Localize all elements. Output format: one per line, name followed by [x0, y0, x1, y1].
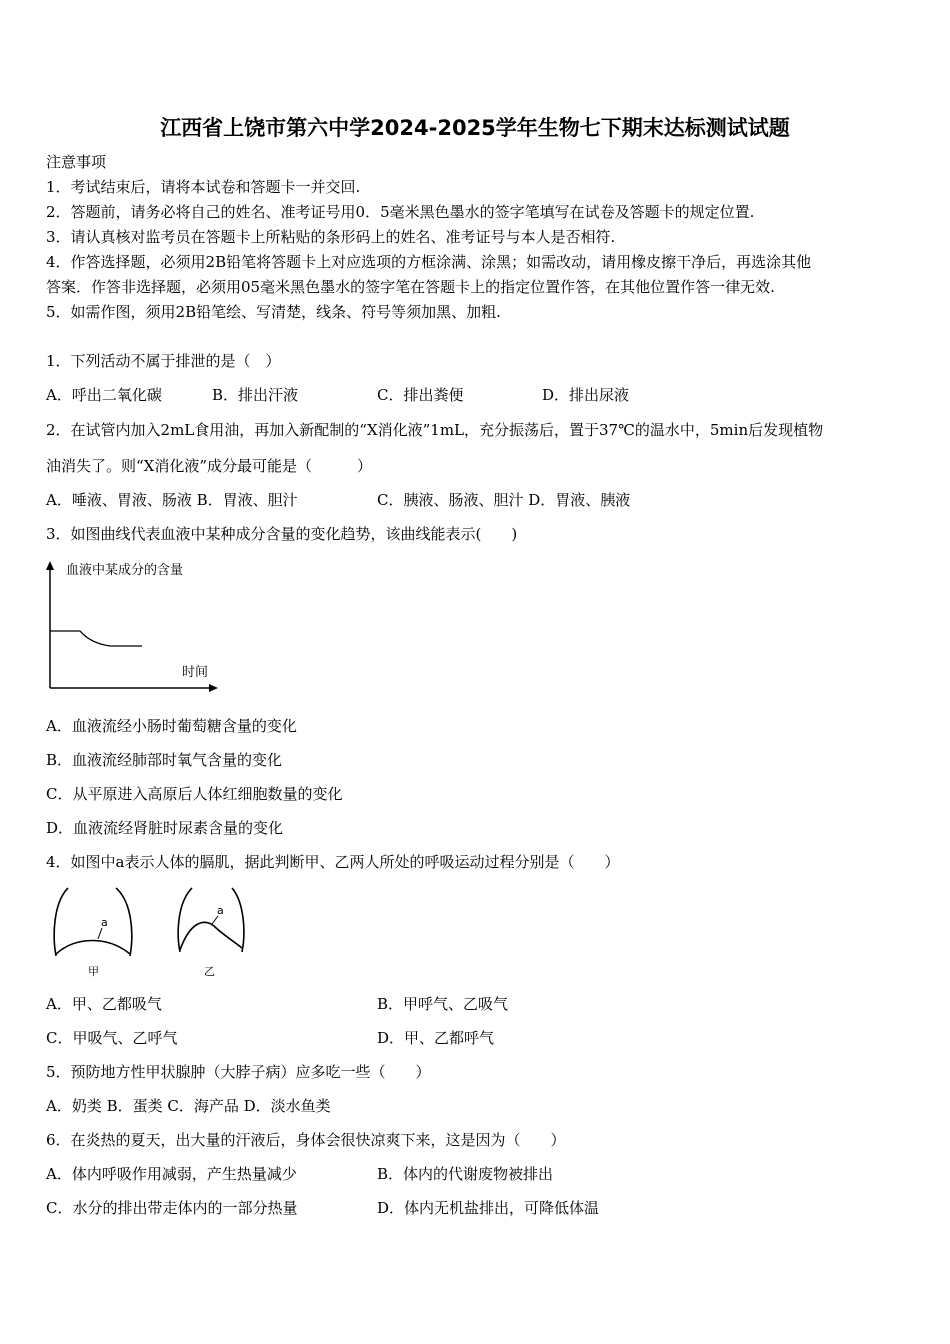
q2-options-ab: A．唾液、胃液、肠液 B．胃液、胆汁: [46, 491, 298, 509]
jia-chest-left: [54, 888, 68, 956]
q3-curve-figure: [40, 558, 230, 694]
q2-stem-line1: 2．在试管内加入2mL食用油，再加入新配制的“X消化液”1mL，充分振荡后，置于37℃的温水中，5min后发现植物: [46, 421, 824, 439]
notice-heading: 注意事项: [46, 153, 107, 171]
notice-item: 5．如需作图，须用2B铅笔绘、写清楚，线条、符号等须加黑、加粗.: [46, 303, 501, 321]
q3-curve: [50, 631, 142, 646]
q4-label-a: a: [101, 916, 108, 929]
q1-stem: 1．下列活动不属于排泄的是（ ）: [46, 352, 281, 370]
q6-option-d: D．体内无机盐排出，可降低体温: [377, 1199, 600, 1217]
notice-item: 4．作答选择题，必须用2B铅笔将答题卡上对应选项的方框涂满、涂黑；如需改动，请用橡皮擦干净后，再选涂其他: [46, 253, 812, 271]
q4-label-jia: 甲: [88, 965, 99, 978]
q3-option-b: B．血液流经肺部时氧气含量的变化: [46, 751, 283, 769]
jia-diaphragm: [56, 941, 130, 955]
q4-label-a: a: [217, 904, 224, 917]
notice-item: 2．答题前，请务必将自己的姓名、准考证号用0．5毫米黑色墨水的签字笔填写在试卷及答题卡的规定位置.: [46, 203, 755, 221]
q3-option-c: C．从平原进入高原后人体红细胞数量的变化: [46, 785, 343, 803]
y-axis-arrow: [46, 561, 54, 570]
q3-option-d: D．血液流经肾脏时尿素含量的变化: [46, 819, 284, 837]
notice-item: 1．考试结束后，请将本试卷和答题卡一并交回.: [46, 178, 361, 196]
q4-option-d: D．甲、乙都呼气: [377, 1029, 495, 1047]
q1-option-a: A．呼出二氧化碳: [46, 386, 162, 404]
q2-options-cd: C．胰液、肠液、胆汁 D．胃液、胰液: [377, 491, 631, 509]
notice-item: 3．请认真核对监考员在答题卡上所粘贴的条形码上的姓名、准考证号与本人是否相符.: [46, 228, 616, 246]
q4-label-yi: 乙: [204, 965, 215, 978]
q6-option-c: C．水分的排出带走体内的一部分热量: [46, 1199, 298, 1217]
page-title: 江西省上饶市第六中学2024-2025学年生物七下期末达标测试试题: [160, 116, 790, 140]
q4-option-b: B．甲呼气、乙吸气: [377, 995, 509, 1013]
q6-stem: 6．在炎热的夏天，出大量的汗液后，身体会很快凉爽下来，这是因为（ ）: [46, 1131, 566, 1149]
q4-stem: 4．如图中a表示人体的膈肌，据此判断甲、乙两人所处的呼吸运动过程分别是（ ）: [46, 853, 620, 871]
yi-chest-left: [178, 888, 192, 952]
q3-option-a: A．血液流经小肠时葡萄糖含量的变化: [46, 717, 297, 735]
q1-option-b: B．排出汗液: [212, 386, 299, 404]
q4-option-c: C．甲吸气、乙呼气: [46, 1029, 178, 1047]
q5-stem: 5．预防地方性甲状腺肿（大脖子病）应多吃一些（ ）: [46, 1063, 431, 1081]
q4-option-a: A．甲、乙都吸气: [46, 995, 162, 1013]
q4-diaphragm-figure: [46, 882, 256, 982]
x-axis-arrow: [209, 684, 218, 692]
q3-ylabel: 血液中某成分的含量: [66, 563, 184, 578]
q3-xlabel: 时间: [182, 665, 209, 680]
jia-pointer: [98, 928, 102, 939]
q3-stem: 3．如图曲线代表血液中某种成分含量的变化趋势，该曲线能表示( ): [46, 525, 518, 543]
q1-option-c: C．排出粪便: [377, 386, 464, 404]
notice-item: 答案．作答非选择题，必须用05毫米黑色墨水的签字笔在答题卡上的指定位置作答，在其他位置作答一律无效.: [46, 278, 775, 296]
q2-stem-line2: 油消失了。则“X消化液”成分最可能是（ ）: [46, 457, 373, 475]
yi-diaphragm: [180, 922, 242, 950]
yi-pointer: [212, 916, 218, 924]
q1-option-d: D．排出尿液: [542, 386, 630, 404]
q5-options: A．奶类 B．蛋类 C．海产品 D．淡水鱼类: [46, 1097, 331, 1115]
q6-option-b: B．体内的代谢废物被排出: [377, 1165, 554, 1183]
q6-option-a: A．体内呼吸作用减弱，产生热量减少: [46, 1165, 297, 1183]
